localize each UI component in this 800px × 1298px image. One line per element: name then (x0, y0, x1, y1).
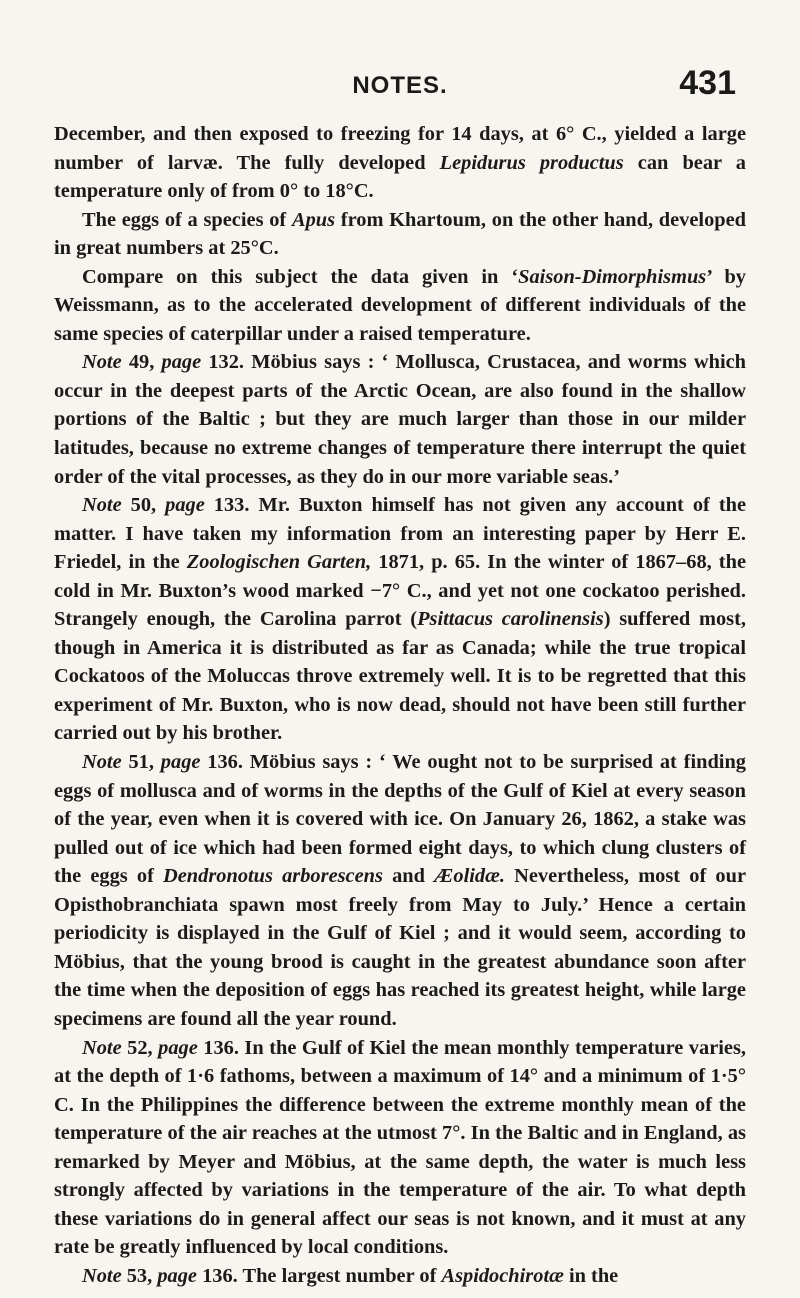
text-run: in the (563, 1264, 619, 1287)
text-run: 136. In the Gulf of Kiel the mean monthly temperature varies, at the depth of 1·6 fathoms, between a maximum of 14° and a minimum of 1·5° C. In the Philippines the difference between the extreme monthly mean of the temperature of the air reaches at the utmost 7°. In the Baltic and in England, as remarked by Meyer and Möbius, at the same depth, the water is much less strongly affected by variations in the temperature of the air. To what depth these variations do in general affect our seas is not known, and it must at any rate be greatly influenced by local conditions. (54, 1036, 746, 1259)
italic-run: Dendronotus arborescens (163, 865, 383, 888)
text-run: December, and then exposed to freezing for 14 days, at 6° C., yielded a large number of larvæ. The fully developed (54, 123, 746, 174)
text-run: 136. Möbius says : ‘ We ought not to be surprised at finding eggs of mollusca and of worms in the depths of the Gulf of Kiel at every season of the year, even when it is covered with ice. On January 26, 1862, a stake was pulled out of ice which had been formed eight days, to which clung clusters of the eggs of (54, 751, 747, 888)
italic-run: page (158, 1036, 198, 1059)
italic-run: Psittacus carolinensis (417, 608, 604, 631)
paragraph (54, 348, 746, 491)
paragraph (54, 491, 746, 748)
text-run: 49, (121, 351, 162, 374)
text-run: from Khartoum, on the other hand, developed in great numbers at 25°C. (54, 208, 746, 260)
italic-run: Note (82, 1264, 122, 1287)
text-run: 132. Möbius says : ‘ Mollusca, Crustacea, and worms which occur in the deepest parts of the Arctic Ocean, are also found in the shallow portions of the Baltic ; but they are much larger than those in our milder latitudes, because no extreme changes of temperature there interrupt the quiet order of the vital processes, as they do in our more variable seas.’ (54, 351, 747, 488)
italic-run: Apus (291, 208, 336, 231)
text-run: ) suffered most, though in America it is distributed as far as Canada; while the true tropical Cockatoos of the Moluccas throve extremely well. It is to be regretted that this experiment of Mr. Buxton, who is now dead, should not have been still further carried out by his brother. (54, 608, 746, 745)
paragraph (54, 1034, 746, 1262)
italic-run: Lepidurus productus (439, 151, 624, 174)
text-run: 133. Mr. Buxton himself has not given any account of the matter. I have taken my information from an interesting paper by Herr E. Friedel, in the (54, 494, 746, 574)
italic-run: page (161, 351, 202, 374)
paragraph (54, 1262, 746, 1291)
paragraph (54, 206, 746, 263)
text-run: 51, (121, 751, 161, 774)
italic-run: Zoologischen Garten, (186, 551, 372, 574)
italic-run: Note (82, 1036, 122, 1059)
text-run: can bear a temperature only of from 0° to 18°C. (54, 151, 746, 203)
running-head: NOTES. (352, 72, 448, 99)
italic-run: Æolidæ. (434, 865, 505, 888)
text-run: Nevertheless, most of our Opisthobranchiata spawn most freely from May to July.’ Hence a certain periodicity is displayed in the Gulf of Kiel ; and it would seem, according to Möbius, that the young brood is caught in the greatest abundance soon after the time when the deposition of eggs has reached its greatest height, while large specimens are found all the year round. (54, 865, 746, 1030)
text-run: 53, (121, 1264, 158, 1287)
italic-run: Note (82, 494, 122, 517)
italic-run: Saison-Dimorphismus (518, 265, 707, 288)
text-run: 136. The largest number of (196, 1264, 442, 1287)
italic-run: page (157, 1264, 197, 1287)
paragraph (54, 748, 746, 1033)
text-run: and (382, 865, 435, 888)
text-run: ’ by Weissmann, as to the accelerated development of different individuals of the same species of caterpillar under a raised temperature. (54, 265, 746, 345)
text-run: Compare on this subject the data given in ‘ (82, 265, 519, 288)
text-run: 50, (121, 494, 166, 517)
italic-run: page (165, 494, 205, 517)
body-text (54, 120, 746, 1290)
italic-run: Note (82, 751, 122, 774)
paragraph (54, 263, 746, 349)
italic-run: Aspidochirotæ (441, 1264, 564, 1287)
paragraph (54, 120, 746, 206)
page-number: 431 (679, 64, 736, 102)
text-run: 52, (121, 1036, 159, 1059)
text-run: 1871, p. 65. In the winter of 1867–68, the cold in Mr. Buxton’s wood marked −7° C., and yet not one cockatoo perished. Strangely enough, the Carolina parrot ( (54, 551, 746, 631)
page-header (54, 64, 746, 114)
italic-run: Note (82, 351, 122, 374)
text-run: The eggs of a species of (82, 208, 292, 231)
italic-run: page (160, 751, 201, 774)
